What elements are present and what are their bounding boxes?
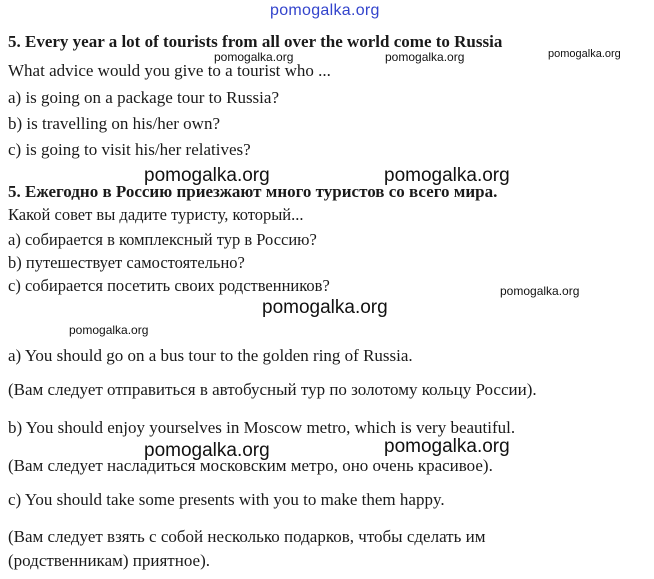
answer-b-en: b) You should enjoy yourselves in Moscow metro, which is very beautiful.: [8, 418, 516, 437]
task-option-b-en: b) is travelling on his/her own?: [8, 114, 220, 133]
watermark: pomogalka.org: [384, 165, 510, 186]
task-option-a-ru: а) собирается в комплексный тур в Россию?: [8, 230, 317, 249]
watermark: pomogalka.org: [144, 440, 270, 461]
watermark: pomogalka.org: [69, 323, 149, 337]
task-option-c-en: c) is going to visit his/her relatives?: [8, 140, 251, 159]
answer-a-en: a) You should go on a bus tour to the golden ring of Russia.: [8, 346, 413, 365]
task-question-en: What advice would you give to a tourist who ...: [8, 61, 331, 80]
task-option-a-en: a) is going on a package tour to Russia?: [8, 88, 279, 107]
answer-a-ru: (Вам следует отправиться в автобусный тур по золотому кольцу России).: [8, 380, 537, 399]
task-option-b-ru: b) путешествует самостоятельно?: [8, 253, 245, 272]
watermark: pomogalka.org: [144, 165, 270, 186]
watermark: pomogalka.org: [384, 436, 510, 457]
watermark-top: pomogalka.org: [270, 2, 380, 19]
task-option-c-ru: с) собирается посетить своих родственников?: [8, 276, 330, 295]
answer-c-ru-line2: (родственникам) приятное).: [8, 551, 210, 570]
watermark: pomogalka.org: [214, 50, 294, 64]
task-question-ru: Какой совет вы дадите туристу, который...: [8, 205, 304, 224]
answer-b-ru: (Вам следует насладиться московским метро, оно очень красивое).: [8, 456, 493, 475]
answer-c-ru-line1: (Вам следует взять с собой несколько подарков, чтобы сделать им: [8, 527, 486, 546]
task-heading-en: 5. Every year a lot of tourists from all over the world come to Russia: [8, 32, 503, 51]
watermark: pomogalka.org: [262, 297, 388, 318]
answer-c-en: c) You should take some presents with you to make them happy.: [8, 490, 445, 509]
watermark: pomogalka.org: [548, 48, 621, 60]
watermark: pomogalka.org: [500, 284, 580, 298]
task-heading-ru: 5. Ежегодно в Россию приезжают много туристов со всего мира.: [8, 182, 498, 201]
watermark: pomogalka.org: [385, 50, 465, 64]
